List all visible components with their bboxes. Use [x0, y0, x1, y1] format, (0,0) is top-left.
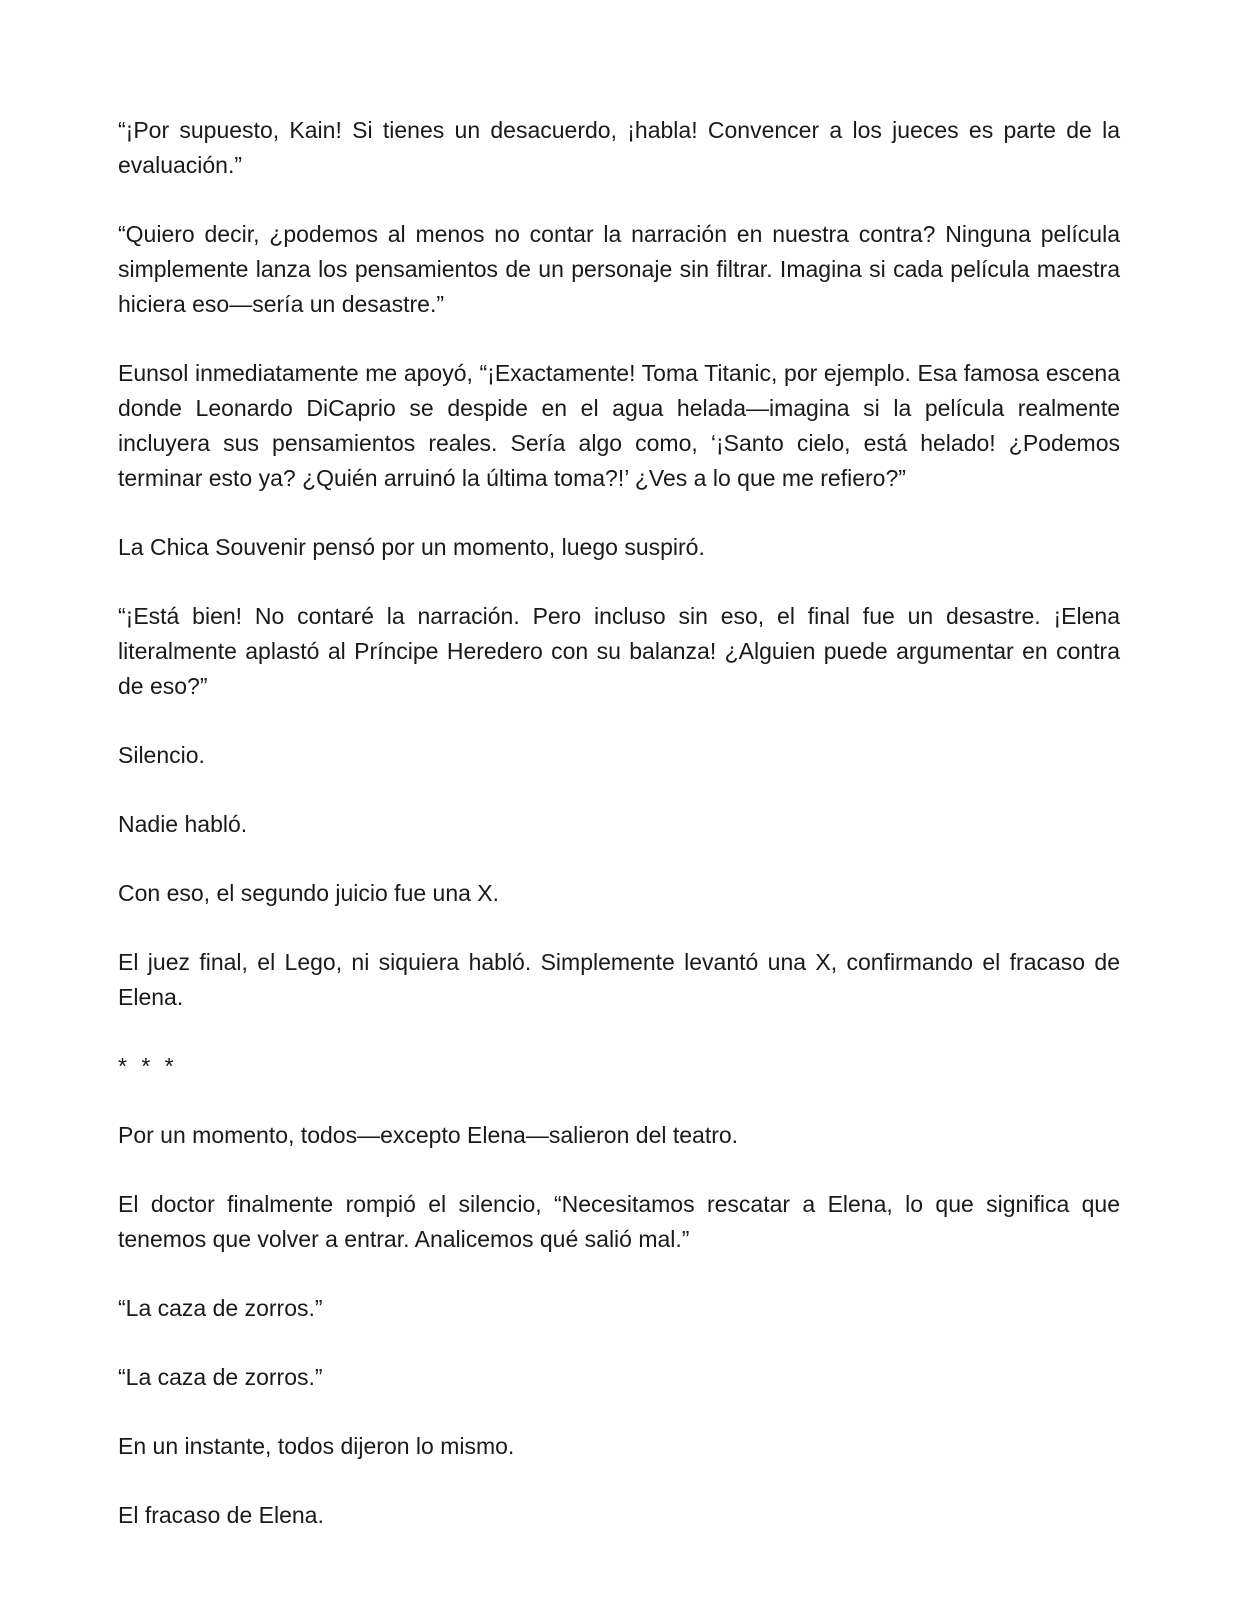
- document-page: [118, 113, 1120, 1567]
- paragraph: La Chica Souvenir pensó por un momento, luego suspiró.: [118, 534, 705, 560]
- paragraph: Con eso, el segundo juicio fue una X.: [118, 880, 500, 906]
- paragraph: Por un momento, todos—excepto Elena—salieron del teatro.: [118, 1122, 739, 1148]
- scene-break: * * *: [118, 1053, 178, 1079]
- paragraph: Eunsol inmediatamente me apoyó, “¡Exactamente! Toma Titanic, por ejemplo. Esa famosa escena donde Leonardo DiCaprio se despide en el agua helada—imagina si la película realmente incluyera sus pensamientos reales. Sería algo como, ‘¡Santo cielo, está helado! ¿Podemos terminar esto ya? ¿Quién arruinó la última toma?!’ ¿Ves a lo que me refiero?”: [118, 360, 1120, 491]
- paragraph: “¡Está bien! No contaré la narración. Pero incluso sin eso, el final fue un desastre. ¡Elena literalmente aplastó al Príncipe Heredero con su balanza! ¿Alguien puede argumentar en contra de eso?”: [118, 603, 1120, 699]
- paragraph: “¡Por supuesto, Kain! Si tienes un desacuerdo, ¡habla! Convencer a los jueces es parte de la evaluación.”: [118, 117, 1120, 178]
- paragraph: “Quiero decir, ¿podemos al menos no contar la narración en nuestra contra? Ninguna película simplemente lanza los pensamientos de un personaje sin filtrar. Imagina si cada película maestra hiciera eso—sería un desastre.”: [118, 221, 1120, 317]
- paragraph: Nadie habló.: [118, 811, 248, 837]
- paragraph: Silencio.: [118, 742, 205, 768]
- paragraph: El fracaso de Elena.: [118, 1502, 324, 1528]
- paragraph: “La caza de zorros.”: [118, 1295, 323, 1321]
- paragraph: “La caza de zorros.”: [118, 1364, 323, 1390]
- paragraph: El doctor finalmente rompió el silencio, “Necesitamos rescatar a Elena, lo que significa que tenemos que volver a entrar. Analicemos qué salió mal.”: [118, 1191, 1120, 1252]
- paragraph: El juez final, el Lego, ni siquiera habló. Simplemente levantó una X, confirmando el fracaso de Elena.: [118, 949, 1120, 1010]
- paragraph: En un instante, todos dijeron lo mismo.: [118, 1433, 515, 1459]
